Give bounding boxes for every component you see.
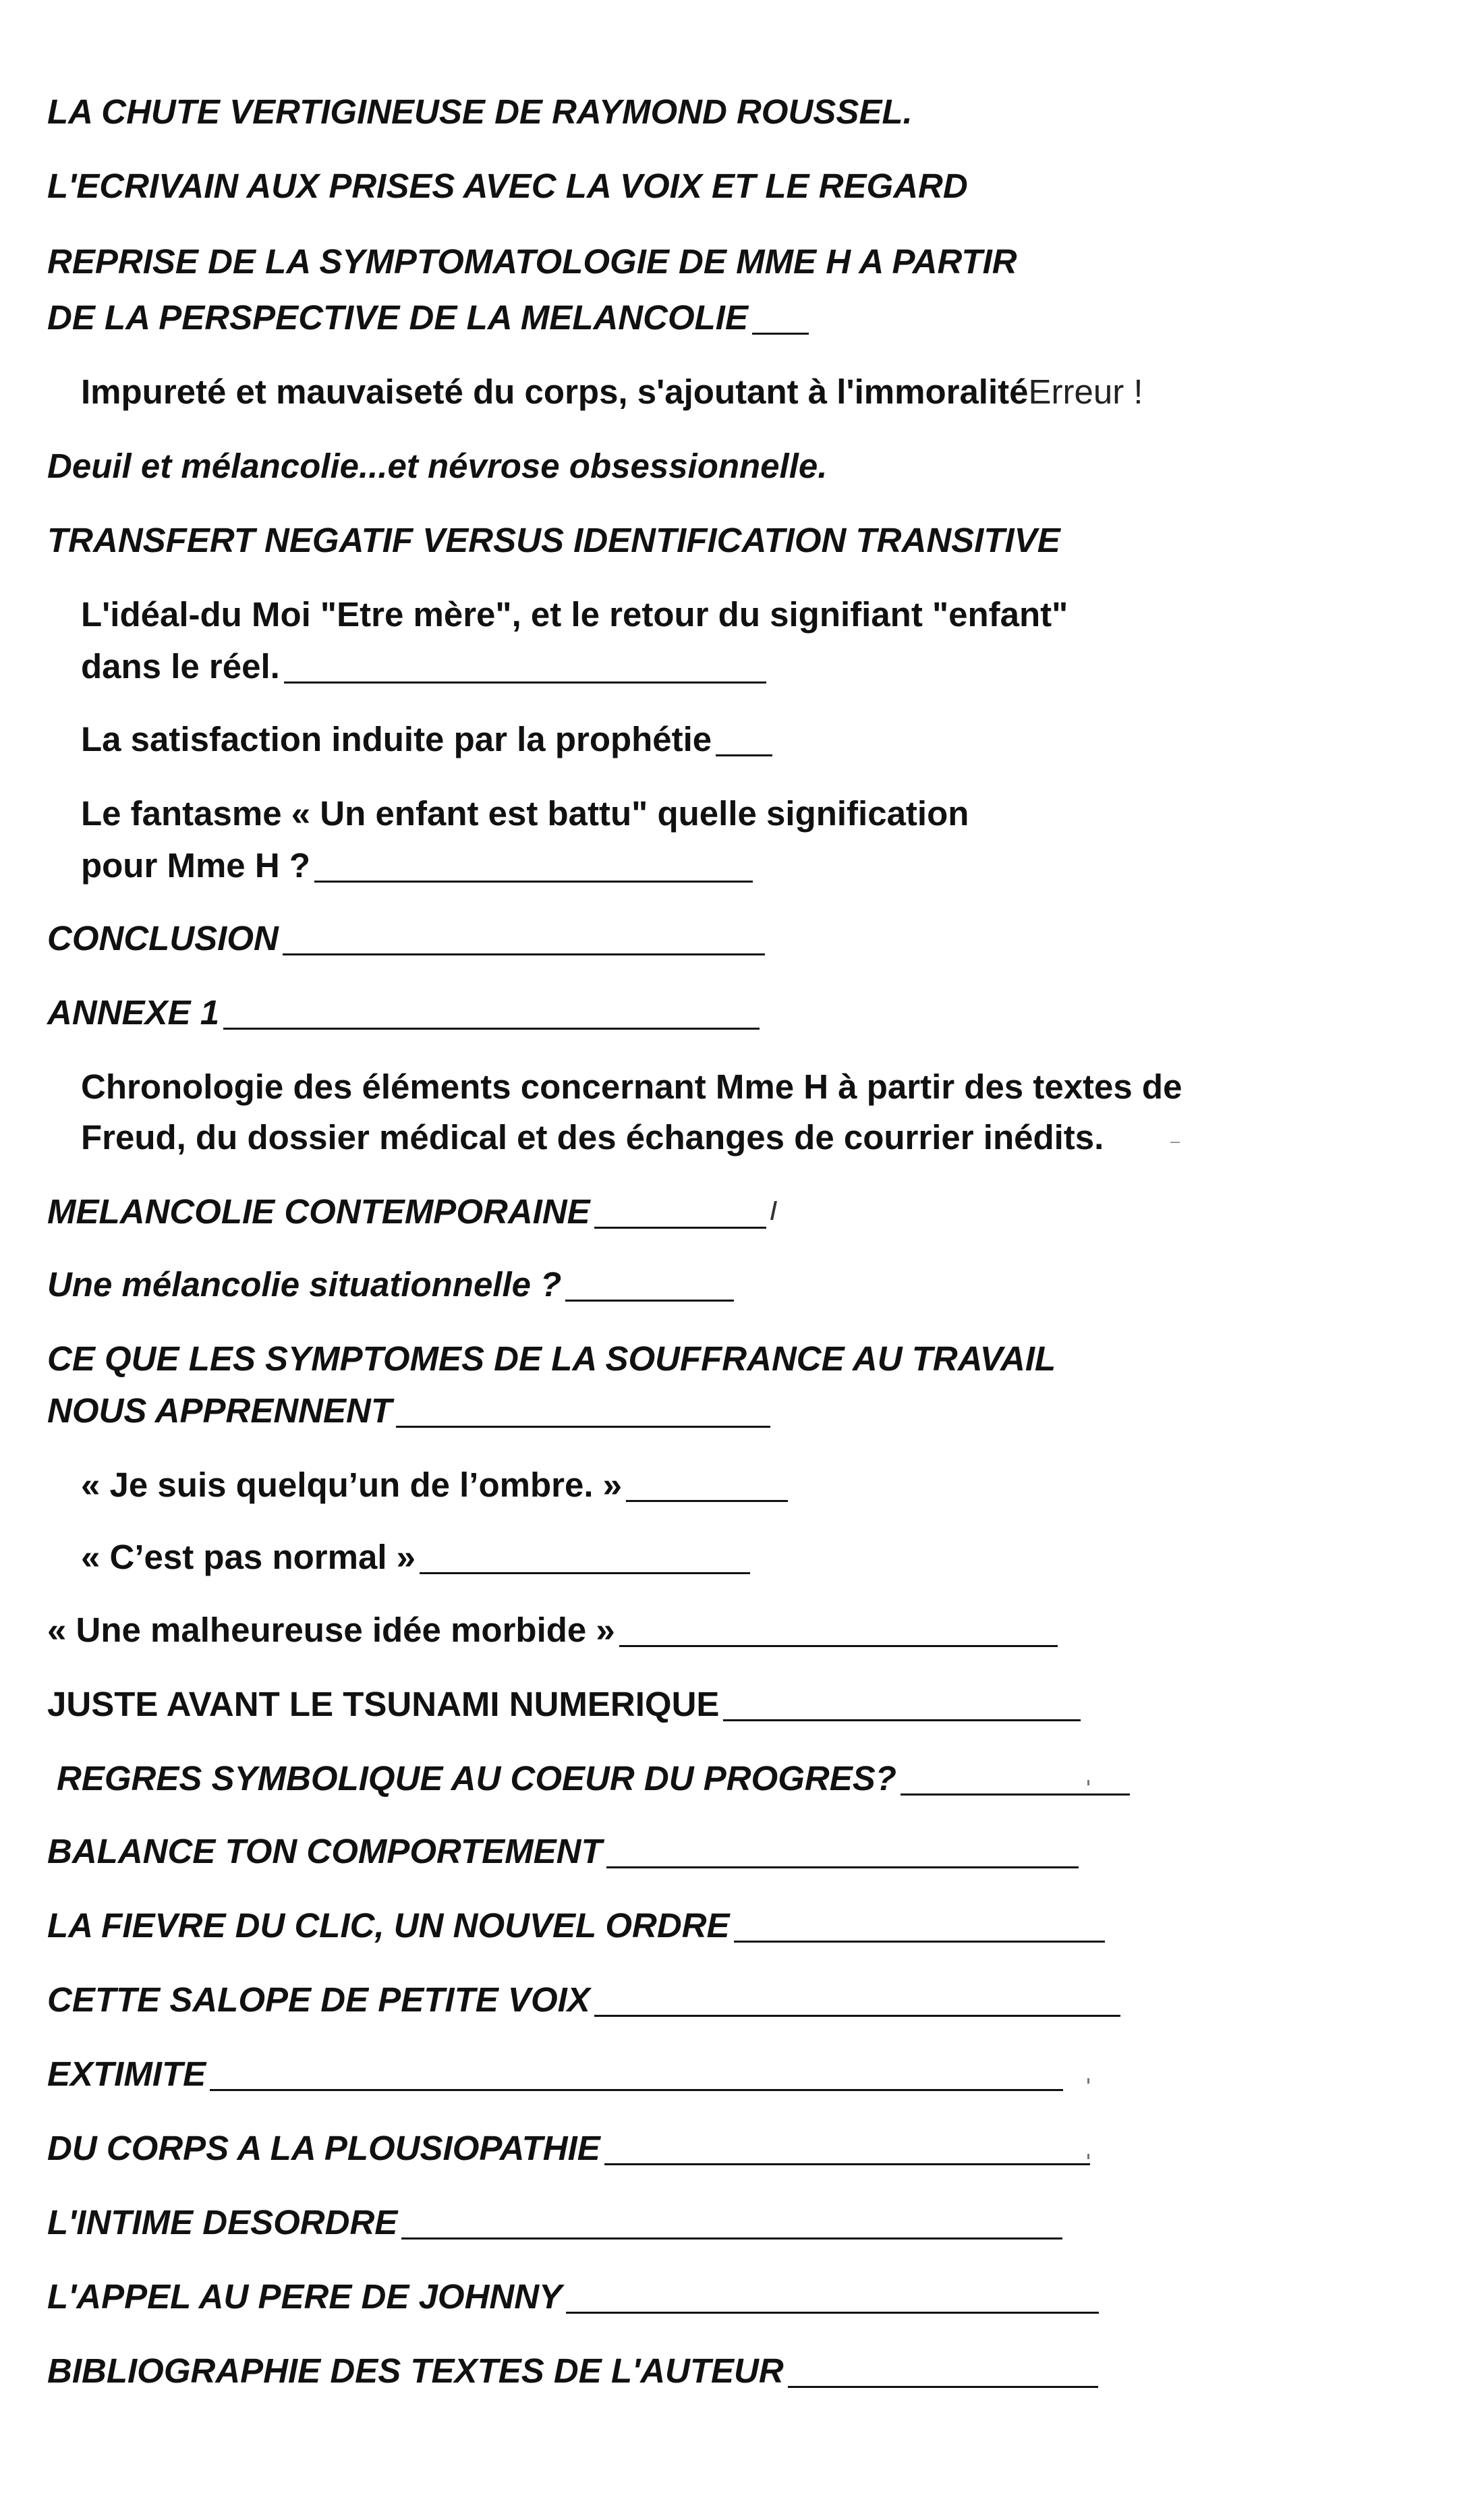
leader-rule (716, 727, 772, 756)
toc-text: DU CORPS A LA PLOUSIOPATHIE (47, 2129, 600, 2167)
toc-line (47, 921, 765, 955)
stray-mark (1087, 2078, 1089, 2084)
leader-rule (420, 1545, 750, 1574)
stray-mark (1087, 2154, 1089, 2159)
toc-text: Freud, du dossier médical et des échanges de courrier inédits. (81, 1118, 1104, 1157)
toc-line (47, 1613, 1058, 1647)
error-text: Erreur ! (1028, 372, 1143, 411)
leader-rule (752, 306, 809, 335)
toc-line (47, 1908, 1105, 1943)
toc-text: Le fantasme « Un enfant est battu" quelle signification (81, 794, 969, 833)
toc-text: L'ECRIVAIN AUX PRISES AVEC LA VOIX ET LE REGARD (47, 167, 968, 205)
toc-text: ANNEXE 1 (47, 993, 220, 1032)
leader-rule (566, 2285, 1099, 2314)
leader-rule (565, 1273, 734, 1302)
leader-rule (604, 2136, 1090, 2165)
toc-line (47, 169, 968, 203)
toc-line (81, 597, 1068, 632)
toc-line (47, 1194, 766, 1229)
toc-line (47, 1267, 734, 1302)
toc-text: BIBLIOGRAPHIE DES TEXTES DE L'AUTEUR (47, 2352, 784, 2390)
toc-line (47, 94, 913, 129)
toc-text: TRANSFERT NEGATIF VERSUS IDENTIFICATION TRANSITIVE (47, 521, 1060, 559)
toc-text: L'APPEL AU PERE DE JOHNNY (47, 2277, 563, 2316)
toc-text: REPRISE DE LA SYMPTOMATOLOGIE DE MME H A PARTIR (47, 242, 1017, 281)
toc-text: MELANCOLIE CONTEMPORAINE (47, 1192, 590, 1231)
toc-line (47, 449, 827, 483)
toc-line (47, 2354, 1098, 2388)
leader-rule (223, 1001, 760, 1030)
toc-text: REGRES SYMBOLIQUE AU COEUR DU PROGRES? (57, 1759, 896, 1798)
toc-text: BALANCE TON COMPORTEMENT (47, 1832, 602, 1870)
toc-line (81, 1069, 1182, 1104)
toc-text: La satisfaction induite par la prophétie (81, 720, 712, 758)
toc-text: L'idéal-du Moi "Etre mère", et le retour du signifiant "enfant" (81, 595, 1068, 634)
leader-rule (594, 1200, 766, 1229)
toc-text: EXTIMITE (47, 2055, 206, 2093)
leader-rule (901, 1766, 1130, 1796)
leader-rule (396, 1399, 770, 1428)
toc-text: LA FIEVRE DU CLIC, UN NOUVEL ORDRE (47, 1906, 730, 1945)
leader-rule (284, 655, 766, 684)
leader-rule (619, 1618, 1058, 1647)
toc-line (57, 1761, 1130, 1796)
toc-line (47, 1341, 1056, 1376)
toc-text: NOUS APPRENNENT (47, 1391, 392, 1430)
toc-line (81, 1468, 788, 1502)
toc-text: « Une malheureuse idée morbide » (47, 1611, 615, 1649)
leader-rule (283, 926, 765, 955)
toc-line (81, 796, 969, 831)
toc-line (81, 649, 766, 684)
toc-line (81, 722, 772, 756)
toc-line (47, 523, 1060, 557)
toc-text: « C’est pas normal » (81, 1538, 416, 1576)
leader-rule (606, 1839, 1079, 1868)
toc-line (81, 848, 753, 883)
toc-line (47, 1834, 1079, 1868)
toc-text: CONCLUSION (47, 919, 279, 957)
stray-mark (1087, 1780, 1089, 1785)
toc-text: JUSTE AVANT LE TSUNAMI NUMERIQUE (47, 1685, 720, 1723)
leader-rule (788, 2359, 1098, 2388)
leader-rule (314, 854, 753, 883)
leader-rule (210, 2062, 1063, 2091)
toc-line (47, 2279, 1099, 2314)
toc-line (47, 2131, 1090, 2165)
toc-line (47, 995, 760, 1030)
stray-mark (770, 1201, 777, 1220)
toc-line (47, 2057, 1063, 2091)
leader-rule (401, 2210, 1062, 2239)
toc-text: Deuil et mélancolie...et névrose obsessionnelle. (47, 447, 828, 485)
toc-text: dans le réel. (81, 647, 280, 686)
toc-line (47, 244, 1017, 279)
toc-line (47, 300, 809, 335)
toc-text: CETTE SALOPE DE PETITE VOIX (47, 1980, 590, 2019)
leader-rule (594, 1988, 1120, 2017)
toc-line (81, 374, 1143, 409)
toc-text: DE LA PERSPECTIVE DE LA MELANCOLIE (47, 298, 748, 337)
toc-line (47, 1393, 770, 1428)
toc-line (47, 2203, 1062, 2242)
toc-text: Chronologie des éléments concernant Mme H à partir des textes de (81, 1067, 1182, 1106)
toc-text: L'INTIME DESORDRE (47, 2203, 398, 2242)
toc-text: « Je suis quelqu’un de l’ombre. » (81, 1466, 623, 1504)
toc-text: LA CHUTE VERTIGINEUSE DE RAYMOND ROUSSEL. (47, 92, 913, 131)
toc-text: CE QUE LES SYMPTOMES DE LA SOUFFRANCE AU TRAVAIL (47, 1339, 1056, 1378)
leader-rule (626, 1473, 788, 1502)
toc-line (47, 1687, 1081, 1721)
leader-rule (723, 1692, 1081, 1721)
toc-line (47, 1982, 1120, 2017)
toc-line (81, 1540, 750, 1574)
toc-text: pour Mme H ? (81, 846, 310, 885)
stray-mark (1170, 1142, 1180, 1143)
toc-line (81, 1118, 1104, 1157)
leader-rule (734, 1914, 1105, 1943)
toc-text: Impureté et mauvaiseté du corps, s'ajoutant à l'immoralité (81, 372, 1029, 411)
toc-text: Une mélancolie situationnelle ? (47, 1265, 562, 1304)
